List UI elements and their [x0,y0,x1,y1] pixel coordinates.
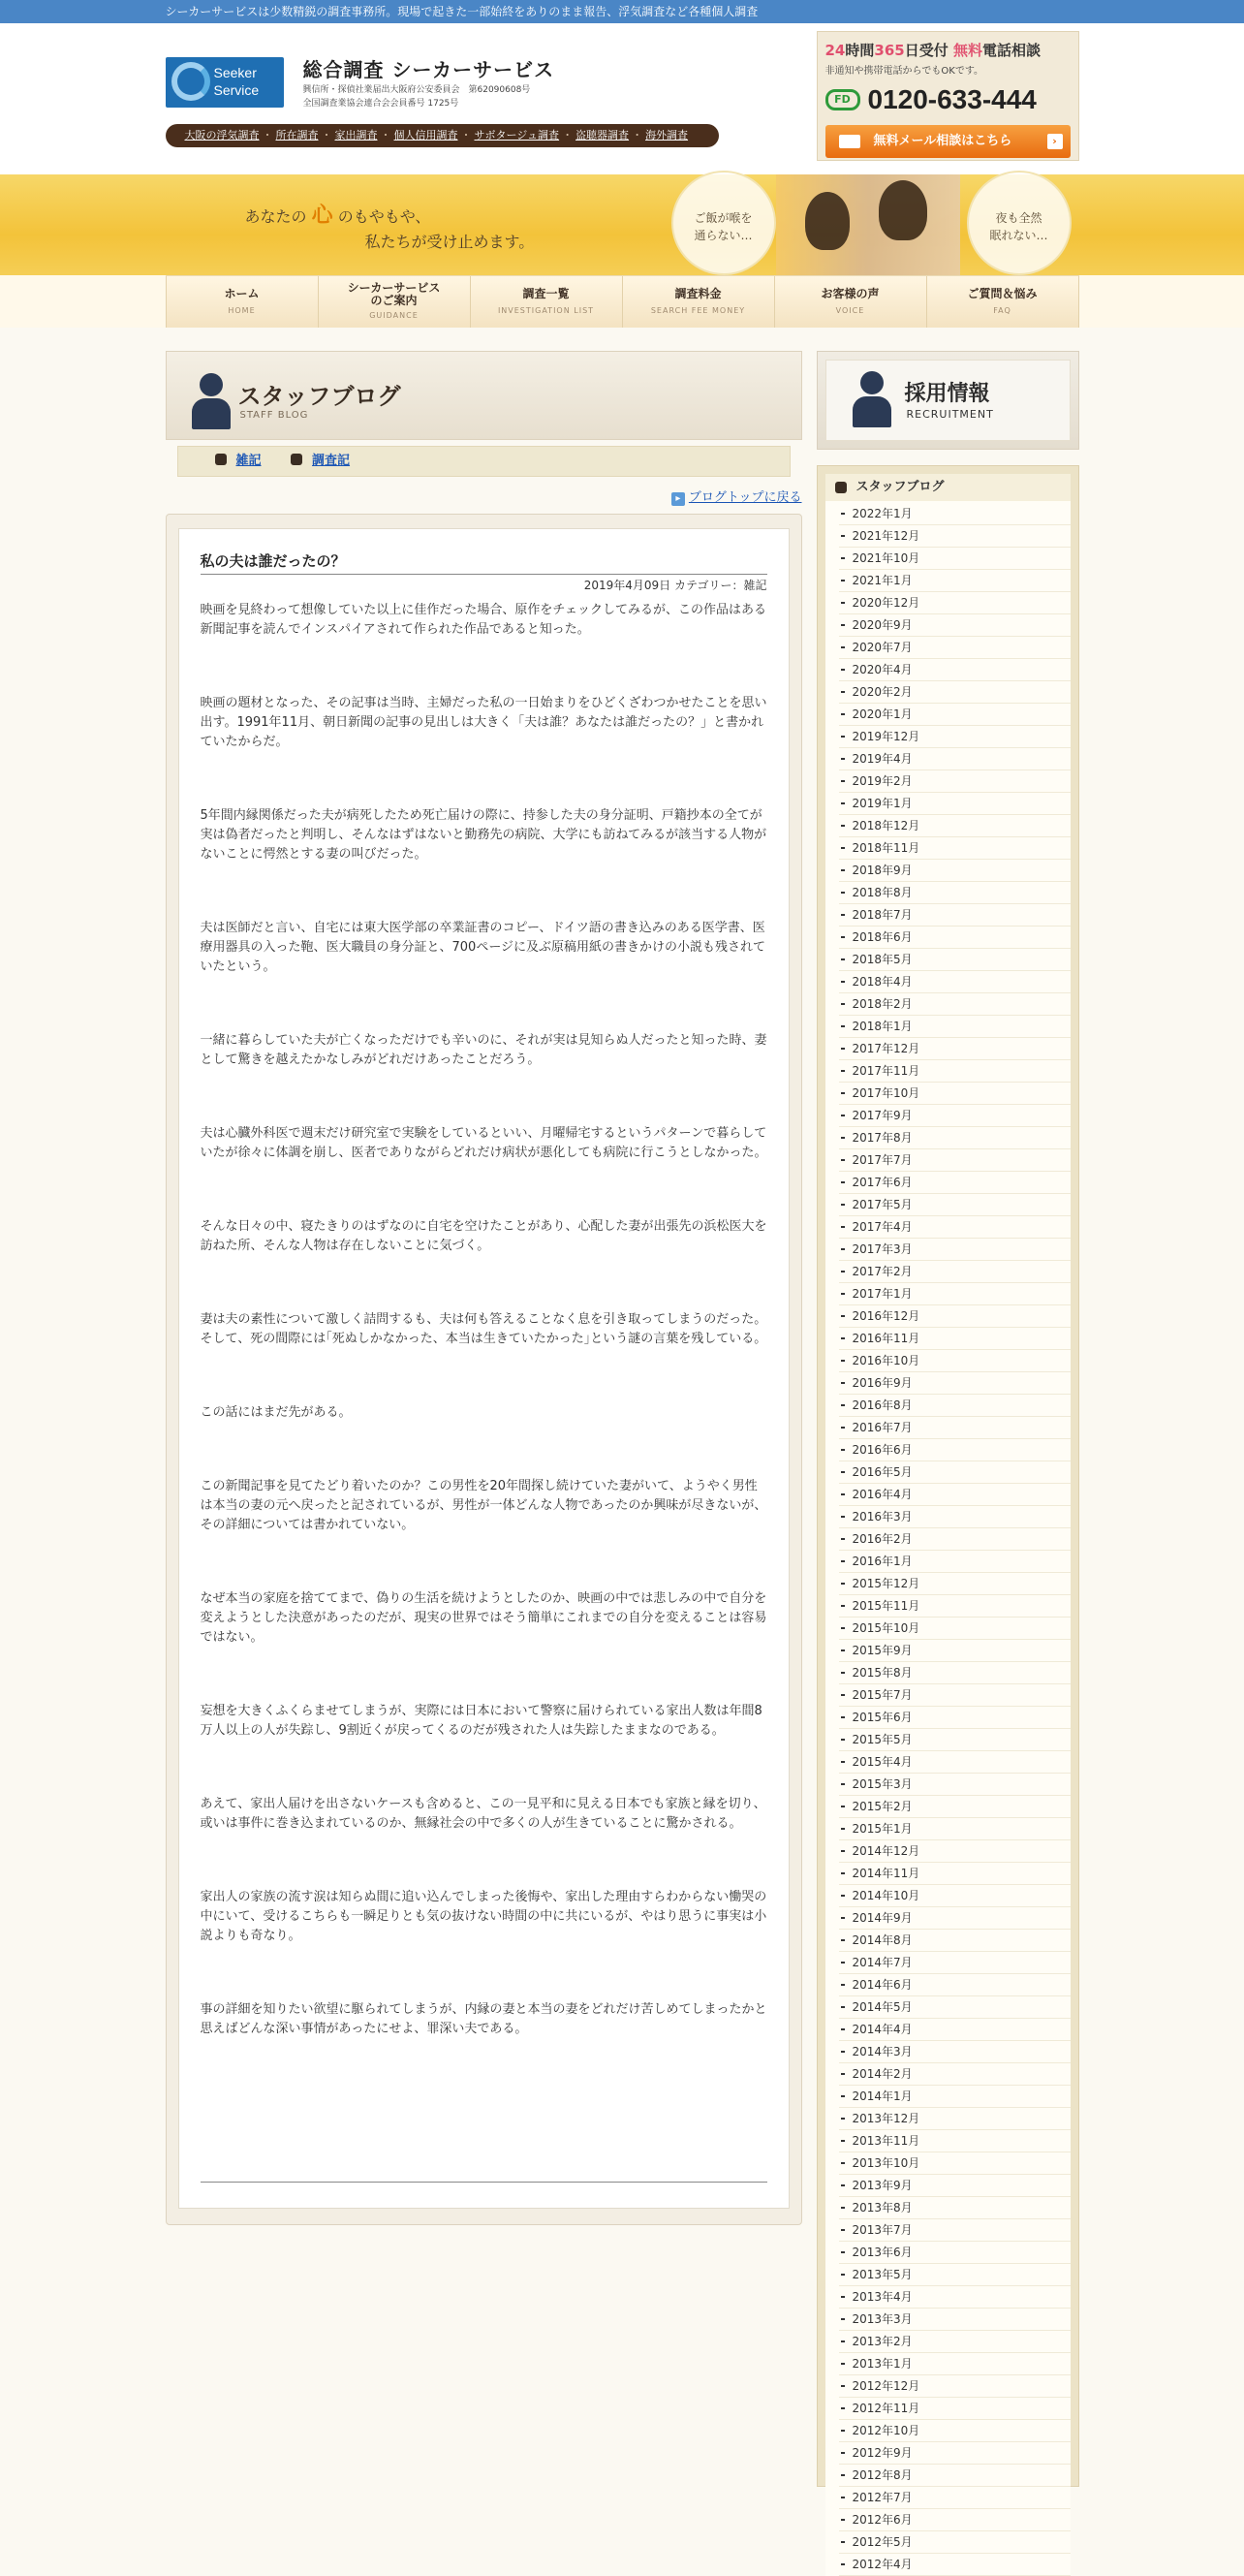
archive-item[interactable]: 2018年12月 [839,815,1071,837]
archive-item[interactable]: 2020年4月 [839,659,1071,681]
archive-item[interactable]: 2016年6月 [839,1439,1071,1461]
staff-blog-title: スタッフブログ [237,383,401,410]
archive-item[interactable]: 2021年1月 [839,570,1071,592]
phone-consult-heading: 24時間365日受付 無料電話相談 [824,42,1041,59]
article-paragraph: この話にはまだ先がある。 [200,1405,352,1420]
archive-item[interactable]: 2014年4月 [839,2019,1071,2041]
archive-item[interactable]: 2019年12月 [839,726,1071,748]
archive-item[interactable]: 2017年6月 [839,1172,1071,1194]
article-paragraph: あえて、家出人届けを出さないケースも含めると、この一見平和に見える日本でも家族と縁を切り、或いは事件に巻き込まれているのか、無縁社会の中で多くの人が生きていることに驚かされる。 [200,1797,766,1831]
archive-item[interactable]: 2015年9月 [839,1640,1071,1662]
contact-box [817,31,1079,161]
article-meta: 2019年4月09日 カテゴリー：雑記 [583,579,767,592]
article-paragraph: 家出人の家族の流す涙は知らぬ間に追い込んでしまった後悔や、家出した理由すらわからない慟哭の中にいて、受けるこちらも一瞬足りとも気の抜けない時間の中に共にいるが、やはり思うに事実は小説よりも奇なり。 [200,1890,767,1943]
category-link-chosaki[interactable]: 調査記 [312,454,351,468]
archive-item[interactable]: 2015年4月 [839,1751,1071,1774]
article-paragraph: 夫は医師だと言い、自宅には東大医学部の卒業証書のコピー、ドイツ語の書き込みのある医学書、医療用器具の入った鞄、医大職員の身分証と、700ページに及ぶ原稿用紙の書きかけの小説も残されていたという。 [200,921,766,974]
mail-consult-label: 無料メール相談はこちら [873,134,1012,148]
archive-item[interactable]: 2019年1月 [839,793,1071,815]
archive-item[interactable]: 2020年7月 [839,637,1071,659]
archive-item[interactable]: 2018年6月 [839,927,1071,949]
staff-blog-title-en: STAFF BLOG [239,410,309,421]
article-frame [166,514,802,2225]
archive-item[interactable]: 2014年12月 [839,1840,1071,1863]
archive-item[interactable]: 2013年2月 [839,2331,1071,2353]
archive-item[interactable]: 2020年9月 [839,614,1071,637]
archive-item[interactable]: 2016年5月 [839,1461,1071,1484]
archive-list [825,501,1071,2576]
archive-item[interactable]: 2016年10月 [839,1350,1071,1372]
article-paragraph: 妄想を大きくふくらませてしまうが、実際には日本において警察に届けられている家出人数は年間8万人以上の人が失踪し、9割近くが戻ってくるのだが残された人は失踪したままなのである。 [200,1704,762,1738]
archive-item[interactable]: 2017年1月 [839,1283,1071,1305]
top-announcement-text: シーカーサービスは少数精鋭の調査事務所。現場で起きた一部始終をありのまま報告、浮気調査など各種個人調査 [165,5,759,18]
archive-box [817,465,1079,2571]
archive-item[interactable]: 2017年11月 [839,1060,1071,1083]
category-bar [177,446,791,477]
archive-item[interactable]: 2013年3月 [839,2309,1071,2331]
link-tochoki[interactable]: 盗聴器調査 [575,129,630,141]
archive-item[interactable]: 2018年2月 [839,993,1071,1016]
archive-item[interactable]: 2015年1月 [839,1818,1071,1840]
archive-item[interactable]: 2014年9月 [839,1907,1071,1930]
archive-item[interactable]: 2019年2月 [839,770,1071,793]
category-link-zakki[interactable]: 雑記 [235,454,262,468]
archive-item[interactable]: 2012年7月 [839,2487,1071,2509]
archive-item[interactable]: 2014年5月 [839,1996,1071,2019]
archive-item[interactable]: 2012年11月 [839,2398,1071,2420]
company-name: 総合調査 シーカーサービス [302,58,555,81]
main-area [166,351,1079,2571]
recruit-avatar-icon [853,371,891,427]
archive-item[interactable]: 2017年10月 [839,1083,1071,1105]
archive-item[interactable]: 2014年11月 [839,1863,1071,1885]
mail-consult-button[interactable] [825,125,1071,158]
archive-item[interactable]: 2012年4月 [839,2554,1071,2576]
archive-item[interactable]: 2020年2月 [839,681,1071,704]
bubble-left: ご飯が喉を 通らない… [671,171,776,275]
article-paragraph: 映画を見終わって想像していた以上に佳作だった場合、原作をチェックしてみるが、この作品はある新聞記事を読んでインスパイアされて作られた作品であると知った。 [200,603,766,637]
bullet-icon [291,454,302,465]
freedial-icon: FD [825,89,860,110]
archive-item[interactable]: 2018年7月 [839,904,1071,927]
hero-catchcopy: あなたの 心 のもやもや、 私たちが受け止めます。 [244,204,535,251]
bullet-icon [215,454,227,465]
article-paragraph: 5年間内縁関係だった夫が病死したため死亡届けの際に、持参した夫の身分証明、戸籍抄本の全てが実は偽者だったと判明し、そんなはずはないと勤務先の病院、大学にも訪ねてみるが該当する人物がないことに愕然とする妻の叫びだった。 [200,808,767,862]
archive-item[interactable]: 2015年11月 [839,1595,1071,1618]
archive-item[interactable]: 2013年5月 [839,2264,1071,2286]
arrow-right-icon: › [1047,134,1063,149]
archive-item[interactable]: 2013年4月 [839,2286,1071,2309]
hero-people-image [776,174,960,275]
archive-item[interactable]: 2014年10月 [839,1885,1071,1907]
archive-item[interactable]: 2015年12月 [839,1573,1071,1595]
article-paragraph: 映画の題材となった、その記事は当時、主婦だった私の一日始まりをひどくざわつかせたことを思い出す。1991年11月、朝日新聞の記事の見出しは大きく「夫は誰？あなたは誰だったの？」と書かれていたからだ。 [200,696,767,749]
archive-item[interactable]: 2017年5月 [839,1194,1071,1216]
archive-item[interactable]: 2020年12月 [839,592,1071,614]
archive-item[interactable]: 2013年10月 [839,2152,1071,2175]
article-body [201,601,767,2039]
archive-item[interactable]: 2014年8月 [839,1930,1071,1952]
archive-item[interactable]: 2015年8月 [839,1662,1071,1684]
archive-item[interactable]: 2018年1月 [839,1016,1071,1038]
archive-item[interactable]: 2012年6月 [839,2509,1071,2531]
license-number: 興信所・探偵社業届出大阪府公安委員会 第62090608号 [302,85,531,95]
blog-article [178,528,790,2209]
link-sabotage[interactable]: サボタージュ調査 [474,129,560,141]
global-nav [166,275,1079,328]
phone-note: 非通知や携帯電話からでもOKです。 [824,66,984,77]
back-to-blog-top [166,487,802,506]
archive-item[interactable]: 2015年10月 [839,1618,1071,1640]
recruitment-title: 採用情報 [904,382,990,406]
site-header [0,23,1244,174]
archive-item[interactable]: 2016年4月 [839,1484,1071,1506]
gnav-investigation[interactable]: 調査一覧 INVESTIGATION LIST [471,276,623,328]
logo-line2: Service [213,81,260,98]
archive-item[interactable]: 2013年12月 [839,2108,1071,2130]
gnav-guidance[interactable]: シーカーサービスのご案内 GUIDANCE [319,276,471,328]
archive-item[interactable]: 2018年8月 [839,882,1071,904]
archive-item[interactable]: 2015年7月 [839,1684,1071,1707]
archive-item[interactable]: 2017年2月 [839,1261,1071,1283]
site-logo[interactable] [166,54,555,110]
archive-item[interactable]: 2021年10月 [839,548,1071,570]
gnav-fee[interactable]: 調査料金 SEARCH FEE MONEY [623,276,775,328]
article-paragraph: 夫は心臓外科医で週末だけ研究室で実験をしているといい、月曜帰宅するというパターンで暮らしていたが徐々に体調を崩し、医者でありながらどれだけ病状が悪化しても病院に行こうとしなかった。 [200,1126,767,1160]
article-paragraph: この新聞記事を見てたどり着いたのか？この男性を20年間探し続けていた妻がいて、ようやく男性は本当の妻の元へ戻ったと記されているが、男性が一体どんな人物であったのか興味が尽きないが、その詳細については書かれていない。 [200,1479,767,1532]
arrow-icon: ▸ [671,492,685,506]
archive-item[interactable]: 2015年6月 [839,1707,1071,1729]
phone-number[interactable]: 0120-633-444 [867,84,1037,114]
phone-number-row[interactable] [825,84,1071,115]
archive-item[interactable]: 2016年7月 [839,1417,1071,1439]
back-to-blog-top-link[interactable]: ブログトップに戻る [688,490,802,505]
link-shinyo[interactable]: 個人信用調査 [393,129,458,141]
archive-item[interactable]: 2014年1月 [839,2086,1071,2108]
archive-item[interactable]: 2012年8月 [839,2465,1071,2487]
archive-item[interactable]: 2018年11月 [839,837,1071,860]
link-kaigai[interactable]: 海外調査 [645,129,689,141]
archive-item[interactable]: 2017年3月 [839,1239,1071,1261]
gnav-voice[interactable]: お客様の声 VOICE [775,276,927,328]
archive-item[interactable]: 2014年3月 [839,2041,1071,2063]
archive-item[interactable]: 2012年9月 [839,2442,1071,2465]
link-iede[interactable]: 家出調査 [334,129,378,141]
article-paragraph: そんな日々の中、寝たきりのはずなのに自宅を空けたことがあり、心配した妻が出張先の浜松医大を訪ねた所、そんな人物は存在しないことに気づく。 [200,1219,767,1253]
link-uwaki[interactable]: 大阪の浮気調査 [184,129,260,141]
archive-item[interactable]: 2017年7月 [839,1149,1071,1172]
archive-item[interactable]: 2017年4月 [839,1216,1071,1239]
archive-item[interactable]: 2022年1月 [839,503,1071,525]
content-column [166,351,802,2487]
top-announcement-bar [0,0,1244,23]
archive-item[interactable]: 2013年1月 [839,2353,1071,2375]
archive-item[interactable]: 2016年3月 [839,1506,1071,1528]
sidebar [817,351,1079,2571]
service-links-bar: 大阪の浮気調査 ・ 所在調査 ・ 家出調査 ・ 個人信用調査 ・ サボタージュ調査 ・ 盗聴器調査 ・ 海外調査 [166,124,719,147]
archive-item[interactable]: 2013年9月 [839,2175,1071,2197]
archive-item[interactable]: 2012年5月 [839,2531,1071,2554]
archive-item[interactable]: 2012年10月 [839,2420,1071,2442]
archive-item[interactable]: 2019年4月 [839,748,1071,770]
archive-item[interactable]: 2018年4月 [839,971,1071,993]
archive-item[interactable]: 2016年1月 [839,1551,1071,1573]
gnav-faq[interactable]: ご質問＆悩み FAQ [927,276,1079,328]
bubble-right: 夜も全然 眠れない… [967,171,1072,275]
article-footer-rule [201,2182,767,2183]
archive-item[interactable]: 2014年6月 [839,1974,1071,1996]
archive-item[interactable]: 2016年12月 [839,1305,1071,1328]
association-number: 全国調査業協会連合会会員番号 1725号 [302,99,459,109]
gnav-home[interactable]: ホーム HOME [166,276,319,328]
staff-blog-header [166,351,802,440]
hero-banner [166,174,1079,275]
archive-item[interactable]: 2015年3月 [839,1774,1071,1796]
archive-item[interactable]: 2014年2月 [839,2063,1071,2086]
archive-item[interactable]: 2016年11月 [839,1328,1071,1350]
article-paragraph: 事の詳細を知りたい欲望に駆られてしまうが、内縁の妻と本当の妻をどれだけ苦しめてしまったかと思えばどんな深い事情があったにせよ、罪深い夫である。 [200,2002,767,2036]
archive-item[interactable]: 2013年8月 [839,2197,1071,2219]
archive-item[interactable]: 2013年11月 [839,2130,1071,2152]
logo-swirl-icon [171,62,210,101]
archive-item[interactable]: 2017年12月 [839,1038,1071,1060]
archive-item[interactable]: 2015年2月 [839,1796,1071,1818]
archive-item[interactable]: 2012年12月 [839,2375,1071,2398]
staff-avatar-icon [192,373,231,429]
archive-item[interactable]: 2016年2月 [839,1528,1071,1551]
archive-item[interactable]: 2021年12月 [839,525,1071,548]
archive-item[interactable]: 2016年8月 [839,1395,1071,1417]
archive-item[interactable]: 2016年9月 [839,1372,1071,1395]
archive-item[interactable]: 2013年6月 [839,2242,1071,2264]
logo-line1: Seeker [213,64,257,80]
article-paragraph: 妻は夫の素性について激しく詰問するも、夫は何も答えることなく息を引き取ってしまうのだった。そして、死の間際には｢死ぬしかなかった、本当は生きていたかった｣という謎の言葉を残している。 [200,1312,767,1346]
article-paragraph: 一緒に暮らしていた夫が亡くなっただけでも辛いのに、それが実は見知らぬ人だったと知った時、妻として驚きを越えたかなしみがどれだけあったことだろう。 [200,1033,767,1067]
archive-item[interactable]: 2017年9月 [839,1105,1071,1127]
archive-item[interactable]: 2020年1月 [839,704,1071,726]
archive-heading: スタッフブログ [825,474,1071,501]
archive-item[interactable]: 2015年5月 [839,1729,1071,1751]
archive-item[interactable]: 2018年5月 [839,949,1071,971]
archive-item[interactable]: 2017年8月 [839,1127,1071,1149]
archive-item[interactable]: 2013年7月 [839,2219,1071,2242]
bullet-icon [835,482,847,493]
company-info [303,54,555,110]
recruitment-title-en: RECRUITMENT [906,408,994,421]
envelope-icon [839,135,860,148]
archive-item[interactable]: 2014年7月 [839,1952,1071,1974]
article-title: 私の夫は誰だったの？ [201,550,767,575]
archive-item[interactable]: 2018年9月 [839,860,1071,882]
recruitment-banner[interactable] [817,351,1079,450]
hero-band [0,174,1244,275]
link-shozai[interactable]: 所在調査 [275,129,319,141]
article-paragraph: なぜ本当の家庭を捨ててまで、偽りの生活を続けようとしたのか、映画の中では悲しみの中で自分を変えようとした決意があったのだが、現実の世界ではそう簡単にこれまでの自分を変えることは容易ではない。 [200,1591,767,1645]
logo-mark [166,57,284,108]
